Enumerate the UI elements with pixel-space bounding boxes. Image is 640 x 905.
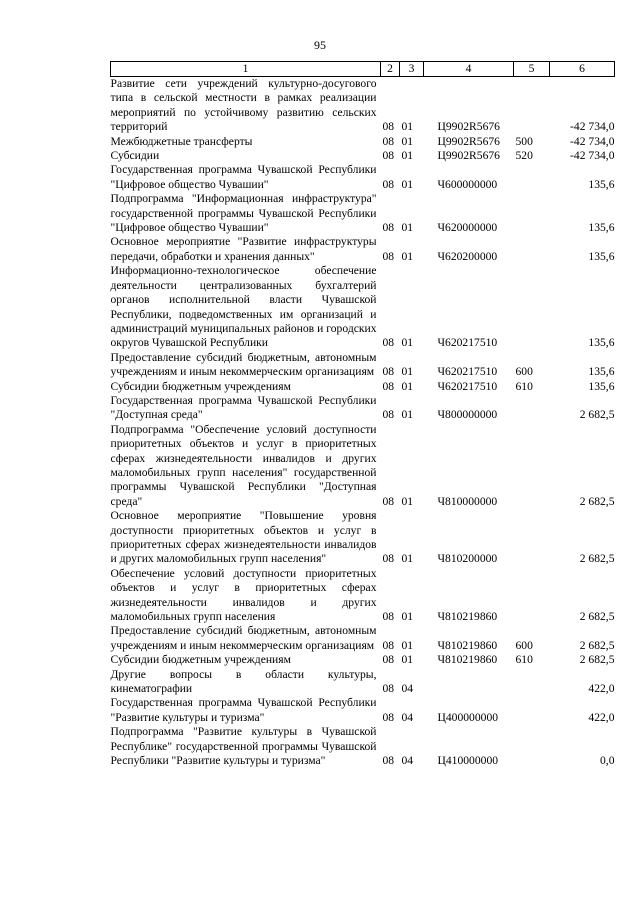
row-expense-type-cell	[514, 394, 550, 423]
row-name-cell: Государственная программа Чувашской Республики "Развитие культуры и туризма"	[110, 696, 377, 724]
row-expense-type-cell: 610	[515, 379, 533, 393]
row-target-item-cell: Ц410000000	[437, 754, 499, 768]
budget-table	[110, 61, 615, 769]
row-expense-type-cell	[514, 235, 550, 264]
table-row	[111, 567, 615, 625]
row-subsection-cell: 01	[401, 379, 414, 393]
table-row	[111, 264, 615, 350]
row-section-cell: 08	[382, 653, 395, 667]
row-target-item-cell: Ч600000000	[437, 177, 498, 191]
table-row	[111, 351, 615, 380]
row-name-cell: Подпрограмма "Информационная инфраструктура" государственной программы Чувашской Республики "Цифровое общество Чувашии"	[110, 192, 377, 235]
row-subsection-cell: 01	[401, 336, 414, 350]
row-section-cell: 08	[382, 120, 395, 134]
table-row	[111, 380, 615, 394]
row-target-item-cell: Ч620217510	[437, 336, 498, 350]
row-section-cell: 08	[382, 638, 395, 652]
row-subsection-cell: 01	[401, 120, 414, 134]
row-expense-type-cell: 520	[515, 149, 533, 163]
row-section-cell: 08	[382, 134, 395, 148]
table-body	[111, 77, 615, 769]
row-amount-cell: 135,6	[588, 249, 615, 263]
row-amount-cell: 2 682,5	[579, 638, 615, 652]
row-amount-cell: 135,6	[588, 379, 615, 393]
row-name-cell: Подпрограмма "Развитие культуры в Чувашской Республике" государственной программы Чувашской Республики "Развитие культуры и туризма"	[110, 725, 377, 768]
row-expense-type-cell	[514, 725, 550, 768]
row-amount-cell: 135,6	[588, 177, 615, 191]
row-section-cell: 08	[382, 249, 395, 263]
row-subsection-cell: 01	[401, 653, 414, 667]
row-name-cell: Информационно-технологическое обеспечение деятельности централизованных бухгалтерий органов исполнительной власти Чувашской Республики, подведомственных им организаций и администраций муниципальных районов и городских округов Чувашской Республики	[110, 264, 377, 350]
header-col-section: 2	[381, 62, 400, 77]
row-section-cell: 08	[382, 408, 395, 422]
table-row	[111, 235, 615, 264]
row-target-item-cell: Ч810219860	[437, 653, 498, 667]
row-name-cell: Государственная программа Чувашской Республики "Доступная среда"	[110, 393, 377, 422]
table-row	[111, 192, 615, 235]
page-number: 95	[314, 38, 326, 52]
row-name-cell: Государственная программа Чувашской Республики "Цифровое общество Чувашии"	[110, 163, 377, 191]
row-expense-type-cell: 500	[515, 134, 533, 148]
table-row	[111, 423, 615, 509]
table-row	[111, 624, 615, 653]
row-name-cell: Другие вопросы в области культуры, кинематографии	[110, 667, 377, 696]
row-name-cell: Субсидии бюджетным учреждениям	[110, 379, 291, 393]
row-expense-type-cell	[514, 77, 550, 135]
row-expense-type-cell: 600	[515, 638, 533, 652]
row-section-cell: 08	[382, 177, 395, 191]
row-amount-cell: 135,6	[588, 365, 615, 379]
row-target-item-cell: Ч620217510	[437, 379, 498, 393]
row-target-item-cell: Ц9902R5676	[437, 149, 500, 163]
row-expense-type-cell	[514, 567, 550, 625]
row-amount-cell: 2 682,5	[579, 494, 615, 508]
row-expense-type-cell: 600	[515, 365, 533, 379]
row-expense-type-cell	[514, 509, 550, 567]
row-target-item-cell: Ч810219860	[437, 610, 498, 624]
row-section-cell: 08	[382, 365, 395, 379]
table-row	[111, 163, 615, 192]
header-col-expense-type: 5	[514, 62, 550, 77]
row-subsection-cell: 01	[401, 134, 414, 148]
row-target-item-cell	[424, 668, 514, 697]
row-target-item-cell: Ч620200000	[437, 249, 498, 263]
header-col-subsection: 3	[400, 62, 424, 77]
row-subsection-cell: 01	[401, 638, 414, 652]
row-name-cell: Основное мероприятие "Развитие инфраструктуры передачи, обработки и хранения данных"	[110, 235, 377, 263]
row-name-cell: Обеспечение условий доступности приоритетных объектов и услуг в приоритетных сферах жизнедеятельности инвалидов и других маломобильных групп населения	[110, 566, 377, 624]
header-col-amount: 6	[550, 62, 615, 77]
row-subsection-cell: 01	[401, 408, 414, 422]
row-name-cell: Предоставление субсидий бюджетным, автономным учреждениям и иным некоммерческим организациям	[110, 624, 377, 652]
row-section-cell: 08	[382, 149, 395, 163]
row-section-cell: 08	[382, 682, 395, 696]
table-row	[111, 725, 615, 768]
budget-table-container	[110, 61, 614, 769]
row-name-cell: Субсидии бюджетным учреждениям	[110, 653, 291, 667]
table-row	[111, 509, 615, 567]
row-amount-cell: 422,0	[588, 682, 615, 696]
row-subsection-cell: 01	[401, 552, 414, 566]
row-section-cell: 08	[382, 610, 395, 624]
row-name-cell: Предоставление субсидий бюджетным, автономным учреждениям и иным некоммерческим организациям	[110, 350, 377, 379]
row-amount-cell: 2 682,5	[579, 610, 615, 624]
row-amount-cell: 135,6	[588, 221, 615, 235]
table-row	[111, 77, 615, 135]
row-section-cell: 08	[382, 552, 395, 566]
row-subsection-cell: 01	[401, 365, 414, 379]
row-expense-type-cell	[514, 668, 550, 697]
header-col-name: 1	[111, 62, 381, 77]
row-subsection-cell: 01	[401, 249, 414, 263]
table-row	[111, 135, 615, 149]
table-row	[111, 653, 615, 667]
row-expense-type-cell	[514, 163, 550, 192]
table-row	[111, 668, 615, 697]
table-row	[111, 149, 615, 163]
row-target-item-cell: Ч810219860	[437, 638, 498, 652]
row-expense-type-cell	[514, 192, 550, 235]
row-target-item-cell: Ч810000000	[437, 494, 498, 508]
row-section-cell: 08	[382, 336, 395, 350]
row-amount-cell: 2 682,5	[579, 552, 615, 566]
row-target-item-cell: Ц9902R5676	[437, 134, 500, 148]
row-subsection-cell: 01	[401, 149, 414, 163]
row-name-cell: Субсидии	[110, 149, 160, 163]
row-subsection-cell: 04	[401, 682, 414, 696]
row-section-cell: 08	[382, 494, 395, 508]
table-row	[111, 696, 615, 725]
row-expense-type-cell: 610	[515, 653, 533, 667]
row-expense-type-cell	[514, 264, 550, 350]
row-expense-type-cell	[514, 423, 550, 509]
row-section-cell: 08	[382, 710, 395, 724]
row-subsection-cell: 01	[401, 221, 414, 235]
row-target-item-cell: Ч620000000	[437, 221, 498, 235]
row-amount-cell: 422,0	[588, 710, 615, 724]
row-subsection-cell: 04	[401, 754, 414, 768]
row-subsection-cell: 04	[401, 710, 414, 724]
row-name-cell: Развитие сети учреждений культурно-досугового типа в сельской местности в рамках реализации мероприятий по устойчивому развитию сельских территорий	[110, 77, 377, 134]
row-amount-cell: 2 682,5	[579, 408, 615, 422]
row-amount-cell: 0,0	[600, 754, 615, 768]
row-amount-cell: -42 734,0	[570, 134, 615, 148]
row-section-cell: 08	[382, 754, 395, 768]
row-name-cell: Межбюджетные трансферты	[110, 134, 253, 148]
table-row	[111, 394, 615, 423]
row-expense-type-cell	[514, 696, 550, 725]
row-name-cell: Подпрограмма "Обеспечение условий доступности приоритетных объектов и услуг в приоритетных сферах жизнедеятельности инвалидов и других маломобильных групп населения" государственной программы Чувашской Республики "Доступная среда"	[110, 422, 377, 508]
row-name-cell: Основное мероприятие "Повышение уровня доступности приоритетных объектов и услуг в приоритетных сферах жизнедеятельности инвалидов и других маломобильных групп населения"	[110, 509, 377, 566]
row-subsection-cell: 01	[401, 177, 414, 191]
row-target-item-cell: Ц400000000	[437, 710, 499, 724]
row-target-item-cell: Ч800000000	[437, 408, 498, 422]
row-amount-cell: 2 682,5	[579, 653, 615, 667]
row-amount-cell: -42 734,0	[570, 149, 615, 163]
row-subsection-cell: 01	[401, 494, 414, 508]
row-section-cell: 08	[382, 221, 395, 235]
row-subsection-cell: 01	[401, 610, 414, 624]
header-col-target-item: 4	[424, 62, 514, 77]
row-section-cell: 08	[382, 379, 395, 393]
row-amount-cell: -42 734,0	[570, 120, 615, 134]
table-header	[111, 62, 615, 77]
row-amount-cell: 135,6	[588, 336, 615, 350]
row-target-item-cell: Ч810200000	[437, 552, 498, 566]
row-target-item-cell: Ч620217510	[437, 365, 498, 379]
row-target-item-cell: Ц9902R5676	[437, 120, 500, 134]
header-row	[111, 62, 615, 77]
